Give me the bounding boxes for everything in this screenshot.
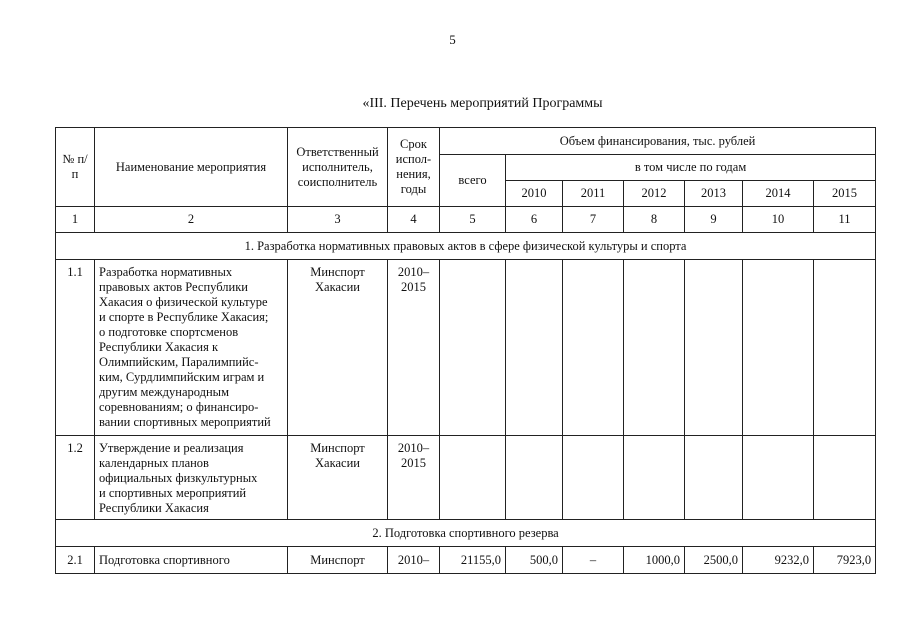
column-number: 9 [685, 207, 743, 233]
header-term: Срок испол-нения, годы [388, 128, 440, 207]
row-term: 2010– 2015 [388, 436, 440, 520]
row-value [814, 436, 876, 520]
row-total [440, 436, 506, 520]
row-value [624, 260, 685, 436]
header-financing: Объем финансирования, тыс. рублей [440, 128, 876, 155]
row-name: Подготовка спортивного [95, 547, 288, 574]
row-name: Разработка нормативных правовых актов Республики Хакасия о физической культуре и спорте в Республике Хакасия; о подготовке спортсменов Республики Хакасия к Олимпийским, Паралимпийс- ким, Сурдлимпийским играм и другим международным соревнованиям; о финансиро- вании спортивных мероприятий [95, 260, 288, 436]
row-value [814, 260, 876, 436]
column-number: 2 [95, 207, 288, 233]
column-number: 10 [743, 207, 814, 233]
header-by-years: в том числе по годам [506, 155, 876, 181]
column-number: 3 [288, 207, 388, 233]
row-value [506, 436, 563, 520]
row-total [440, 260, 506, 436]
column-number: 8 [624, 207, 685, 233]
table-row [56, 260, 876, 436]
row-executor: Минспорт Хакасии [288, 260, 388, 436]
table-row [56, 547, 876, 574]
row-value: – [563, 547, 624, 574]
section-title: 2. Подготовка спортивного резерва [56, 520, 876, 547]
row-value [563, 436, 624, 520]
header-row-1 [56, 128, 876, 155]
section-title: 1. Разработка нормативных правовых актов в сфере физической культуры и спорта [56, 233, 876, 260]
row-value: 500,0 [506, 547, 563, 574]
year-header: 2010 [506, 181, 563, 207]
row-total: 21155,0 [440, 547, 506, 574]
year-header: 2011 [563, 181, 624, 207]
year-header: 2015 [814, 181, 876, 207]
row-executor: Минспорт Хакасии [288, 436, 388, 520]
row-num: 1.1 [56, 260, 95, 436]
header-num: № п/п [56, 128, 95, 207]
row-num: 2.1 [56, 547, 95, 574]
header-name: Наименование мероприятия [95, 128, 288, 207]
page-number: 5 [449, 32, 456, 47]
section-row [56, 233, 876, 260]
row-value [743, 260, 814, 436]
year-header: 2014 [743, 181, 814, 207]
column-number: 7 [563, 207, 624, 233]
row-value [743, 436, 814, 520]
row-value: 7923,0 [814, 547, 876, 574]
section-row [56, 520, 876, 547]
column-number: 6 [506, 207, 563, 233]
row-value: 2500,0 [685, 547, 743, 574]
column-number: 11 [814, 207, 876, 233]
row-value [506, 260, 563, 436]
table-row [56, 436, 876, 520]
row-term: 2010– [388, 547, 440, 574]
header-executor: Ответственный исполнитель, соисполнитель [288, 128, 388, 207]
column-numbers-row [56, 207, 876, 233]
row-executor: Минспорт [288, 547, 388, 574]
column-number: 1 [56, 207, 95, 233]
row-value [685, 260, 743, 436]
column-number: 5 [440, 207, 506, 233]
row-name: Утверждение и реализация календарных планов официальных физкультурных и спортивных мероприятий Республики Хакасия [95, 436, 288, 520]
column-number: 4 [388, 207, 440, 233]
row-value: 1000,0 [624, 547, 685, 574]
header-total: всего [440, 155, 506, 207]
row-value [563, 260, 624, 436]
year-header: 2012 [624, 181, 685, 207]
row-num: 1.2 [56, 436, 95, 520]
row-value [685, 436, 743, 520]
program-activities-table [55, 127, 876, 574]
row-value [624, 436, 685, 520]
document-title: «III. Перечень мероприятий Программы [362, 96, 603, 111]
row-term: 2010– 2015 [388, 260, 440, 436]
row-value: 9232,0 [743, 547, 814, 574]
year-header: 2013 [685, 181, 743, 207]
